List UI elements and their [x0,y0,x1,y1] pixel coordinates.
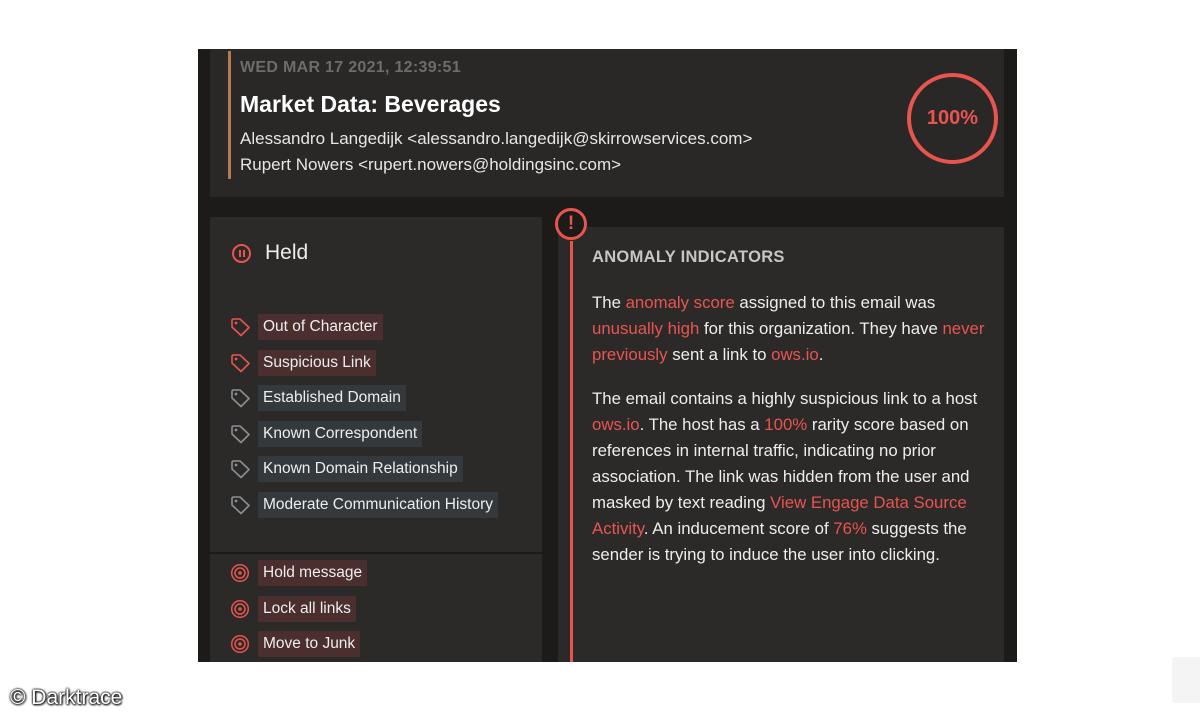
status-panel [210,217,542,662]
status-held [232,241,308,265]
highlight-masked-link-text: View Engage Data Source Activity [592,493,967,538]
tag-label: Established Domain [258,385,406,411]
highlight-rarity-score: 100% [764,415,808,434]
tag-item[interactable] [230,456,498,482]
alert-icon: ! [555,208,587,240]
tag-icon [230,424,252,444]
email-sender: Alessandro Langedijk <alessandro.langedijk@skirrowservices.com> [240,129,753,148]
highlight-unusually-high: unusually high [592,319,700,338]
tag-item[interactable] [230,492,498,518]
tag-label: Known Correspondent [258,421,422,447]
tag-icon [230,495,252,515]
target-icon [230,599,250,619]
email-timestamp: WED MAR 17 2021, 12:39:51 [240,59,461,76]
panel-divider [210,552,542,554]
anomaly-title: ANOMALY INDICATORS [592,248,785,266]
highlight-anomaly-score: anomaly score [625,293,735,312]
tag-item[interactable] [230,314,498,340]
tag-label: Out of Character [258,314,383,340]
target-icon [230,634,250,654]
highlight-inducement-score: 76% [833,519,867,538]
tag-label: Known Domain Relationship [258,456,463,482]
tag-item[interactable] [230,350,498,376]
action-label: Hold message [258,560,367,586]
tag-item[interactable] [230,385,498,411]
anomaly-paragraph-1: The anomaly score assigned to this email was unusually high for this organization. They have never previously sent a link to ows.io. [592,293,985,364]
anomaly-paragraph-2: The email contains a highly suspicious link to a host ows.io. The host has a 100% rarity score based on references in internal traffic, indicating no prior association. The link was hidden from the user and masked by text reading View Engage Data Source Activity. An inducement score of 76% suggests the sender is trying to induce the user into clicking. [592,389,978,564]
tag-label: Suspicious Link [258,350,376,376]
target-icon [230,563,250,583]
header-accent-bar [228,51,231,179]
action-hold-message[interactable] [230,560,367,586]
action-move-to-junk[interactable] [230,631,367,657]
tag-label: Moderate Communication History [258,492,498,518]
highlight-never-previously: never previously [592,319,985,364]
tag-icon [230,459,252,479]
highlight-domain: ows.io [771,345,819,364]
corner-tab [1172,657,1200,703]
email-alert-window [198,49,1017,662]
status-label: Held [265,241,309,264]
tag-icon [230,317,252,337]
tag-list [230,314,498,528]
action-label: Move to Junk [258,631,360,657]
pause-circle-icon [232,244,251,263]
email-header [210,49,1004,197]
tag-item[interactable] [230,421,498,447]
email-recipient: Rupert Nowers <rupert.nowers@holdingsinc.com> [240,155,622,174]
tag-icon [230,388,252,408]
action-list [230,560,367,662]
anomaly-score-badge [907,73,998,164]
timeline-line [570,241,573,662]
tag-icon [230,353,252,373]
copyright-watermark: © Darktrace [10,686,123,709]
email-subject: Market Data: Beverages [240,91,501,117]
highlight-domain: ows.io [592,415,640,434]
action-label: Lock all links [258,596,356,622]
anomaly-score-value: 100% [926,107,979,129]
action-lock-links[interactable] [230,596,367,622]
